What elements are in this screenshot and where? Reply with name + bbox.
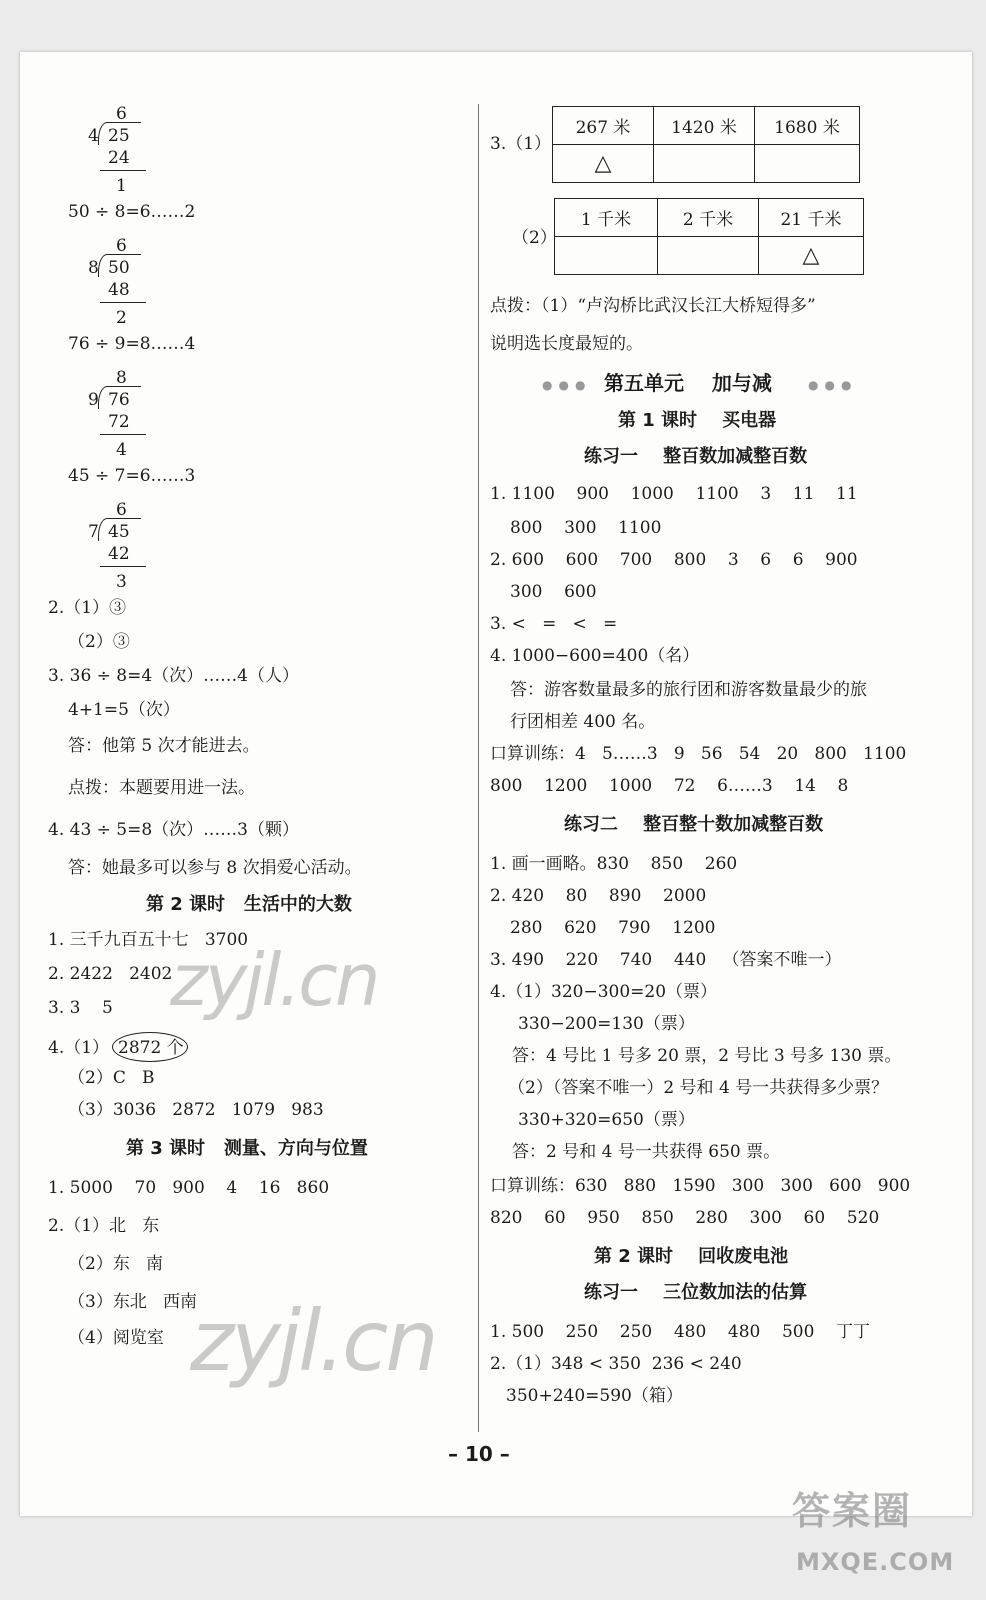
- answer-line: （4）阅览室: [68, 1328, 164, 1348]
- answer-line: 答：他第 5 次才能进去。: [68, 736, 260, 756]
- table-header: 21 千米: [759, 199, 864, 237]
- answer-line: （2）（答案不唯一）2 号和 4 号一共获得多少票？: [508, 1078, 889, 1098]
- watermark: zyjl.cn: [190, 1292, 436, 1390]
- answer-line: 4. 43 ÷ 5=8（次）……3（颗）: [48, 820, 299, 840]
- workbook-page: [20, 52, 972, 1516]
- table-header: 1 千米: [555, 199, 658, 237]
- quotient: 6: [116, 236, 127, 256]
- product: 48: [108, 280, 130, 300]
- answer-line: 答：她最多可以参与 8 次捐爱心活动。: [68, 858, 362, 878]
- table-header: 2 千米: [658, 199, 759, 237]
- exercise-heading: 练习二 整百整十数加减整百数: [564, 814, 824, 835]
- answer-line: 1. 画一画略。830 850 260: [490, 854, 738, 874]
- circled-answer: 2872 个: [118, 1038, 184, 1058]
- answer-line: （2）C B: [68, 1068, 155, 1088]
- answer-line: （2）东 南: [68, 1254, 164, 1274]
- answer-line: 2. 2422 2402: [48, 964, 173, 984]
- mental-math-line: 口算训练：630 880 1590 300 300 600 900: [490, 1176, 911, 1196]
- exercise-heading: 练习一 整百数加减整百数: [584, 446, 808, 467]
- answer-line: 4.（1）320−300=20（票）: [490, 982, 718, 1002]
- mental-math-line: 800 1200 1000 72 6……3 14 8: [490, 776, 849, 796]
- product: 24: [108, 148, 130, 168]
- answer-line: 330−200=130（票）: [518, 1014, 695, 1034]
- answer-line: （2）③: [68, 632, 130, 652]
- tip-line: 说明选长度最短的。: [490, 334, 643, 354]
- lesson-heading: 第 1 课时 买电器: [618, 410, 777, 431]
- answer-line: 3. 36 ÷ 8=4（次）……4（人）: [48, 666, 299, 686]
- quotient: 6: [116, 500, 127, 520]
- answer-line: 4. 1000−600=400（名）: [490, 646, 700, 666]
- watermark: zyjl.cn: [170, 938, 378, 1022]
- divisor: 4: [88, 126, 99, 146]
- division-underline: [100, 170, 146, 171]
- exercise-heading: 练习一 三位数加法的估算: [584, 1282, 808, 1303]
- dividend: 25: [108, 126, 130, 146]
- answer-line: 800 300 1100: [510, 518, 662, 538]
- remainder: 3: [116, 572, 127, 592]
- answer-line: 2.（1）③: [48, 598, 127, 618]
- answer-line: 2. 600 600 700 800 3 6 6 900: [490, 550, 858, 570]
- division-underline: [100, 566, 146, 567]
- table-cell: [658, 237, 759, 275]
- dividend: 45: [108, 522, 130, 542]
- answer-line: 4.（1）: [48, 1038, 110, 1058]
- question-label: 3.（1）: [490, 134, 552, 154]
- table-cell: [755, 145, 860, 183]
- answer-line: 280 620 790 1200: [510, 918, 716, 938]
- mental-math-line: 820 60 950 850 280 300 60 520: [490, 1208, 880, 1228]
- lesson-heading: 第 2 课时 回收废电池: [594, 1246, 789, 1267]
- divisor: 7: [88, 522, 99, 542]
- answer-line: 行团相差 400 名。: [510, 712, 656, 732]
- site-logo-url: MXQE.COM: [796, 1548, 955, 1576]
- answer-line: 1. 500 250 250 480 480 500 丁丁: [490, 1322, 871, 1342]
- divisor: 9: [88, 390, 99, 410]
- lesson-heading: 第 3 课时 测量、方向与位置: [126, 1138, 368, 1159]
- equation: 50 ÷ 8=6……2: [68, 202, 196, 222]
- mental-math-line: 口算训练：4 5……3 9 56 54 20 800 1100: [490, 744, 907, 764]
- table-header: 267 米: [553, 107, 654, 145]
- answer-line: 330+320=650（票）: [518, 1110, 695, 1130]
- product: 42: [108, 544, 130, 564]
- decorative-dots: ●●●: [808, 378, 858, 392]
- answer-line: 4+1=5（次）: [68, 700, 180, 720]
- length-table: [552, 106, 860, 183]
- remainder: 4: [116, 440, 127, 460]
- tip-line: 点拨：（1）“卢沟桥比武汉长江大桥短得多”: [490, 296, 816, 316]
- answer-line: 1. 三千九百五十七 3700: [48, 930, 249, 950]
- quotient: 6: [116, 104, 127, 124]
- answer-line: 答：游客数量最多的旅行团和游客数量最少的旅: [510, 680, 867, 700]
- answer-line: 3. < = < =: [490, 614, 618, 634]
- table-header: 1680 米: [755, 107, 860, 145]
- distance-table: [554, 198, 864, 275]
- page-number: – 10 –: [448, 1442, 510, 1466]
- site-logo: 答案圈: [792, 1489, 913, 1533]
- division-underline: [100, 434, 146, 435]
- answer-line: （3）3036 2872 1079 983: [68, 1100, 324, 1120]
- answer-line: （3）东北 西南: [68, 1292, 198, 1312]
- answer-line: 1. 1100 900 1000 1100 3 11 11: [490, 484, 858, 504]
- product: 72: [108, 412, 130, 432]
- division-underline: [100, 302, 146, 303]
- triangle-mark: △: [759, 237, 864, 275]
- quotient: 8: [116, 368, 127, 388]
- table-cell: [555, 237, 658, 275]
- column-divider: [478, 104, 479, 1432]
- tip-line: 点拨：本题要用进一法。: [68, 778, 255, 798]
- lesson-heading: 第 2 课时 生活中的大数: [146, 894, 352, 915]
- dividend: 50: [108, 258, 130, 278]
- question-label: （2）: [512, 228, 557, 248]
- unit-heading: 第五单元 加与减: [604, 371, 772, 395]
- answer-line: 2.（1）348 < 350 236 < 240: [490, 1354, 742, 1374]
- answer-line: 答：2 号和 4 号一共获得 650 票。: [512, 1142, 781, 1162]
- answer-line: 2. 420 80 890 2000: [490, 886, 707, 906]
- equation: 45 ÷ 7=6……3: [68, 466, 196, 486]
- dividend: 76: [108, 390, 130, 410]
- answer-line: 350+240=590（箱）: [506, 1386, 683, 1406]
- decorative-dots: ●●●: [542, 378, 592, 392]
- triangle-mark: △: [553, 145, 654, 183]
- remainder: 1: [116, 176, 127, 196]
- answer-line: 3. 3 5: [48, 998, 113, 1018]
- answer-line: 3. 490 220 740 440 （答案不唯一）: [490, 950, 842, 970]
- answer-line: 300 600: [510, 582, 597, 602]
- table-cell: [654, 145, 755, 183]
- remainder: 2: [116, 308, 127, 328]
- answer-line: 2.（1）北 东: [48, 1216, 160, 1236]
- answer-line: 1. 5000 70 900 4 16 860: [48, 1178, 330, 1198]
- equation: 76 ÷ 9=8……4: [68, 334, 196, 354]
- divisor: 8: [88, 258, 99, 278]
- table-header: 1420 米: [654, 107, 755, 145]
- answer-line: 答：4 号比 1 号多 20 票，2 号比 3 号多 130 票。: [512, 1046, 902, 1066]
